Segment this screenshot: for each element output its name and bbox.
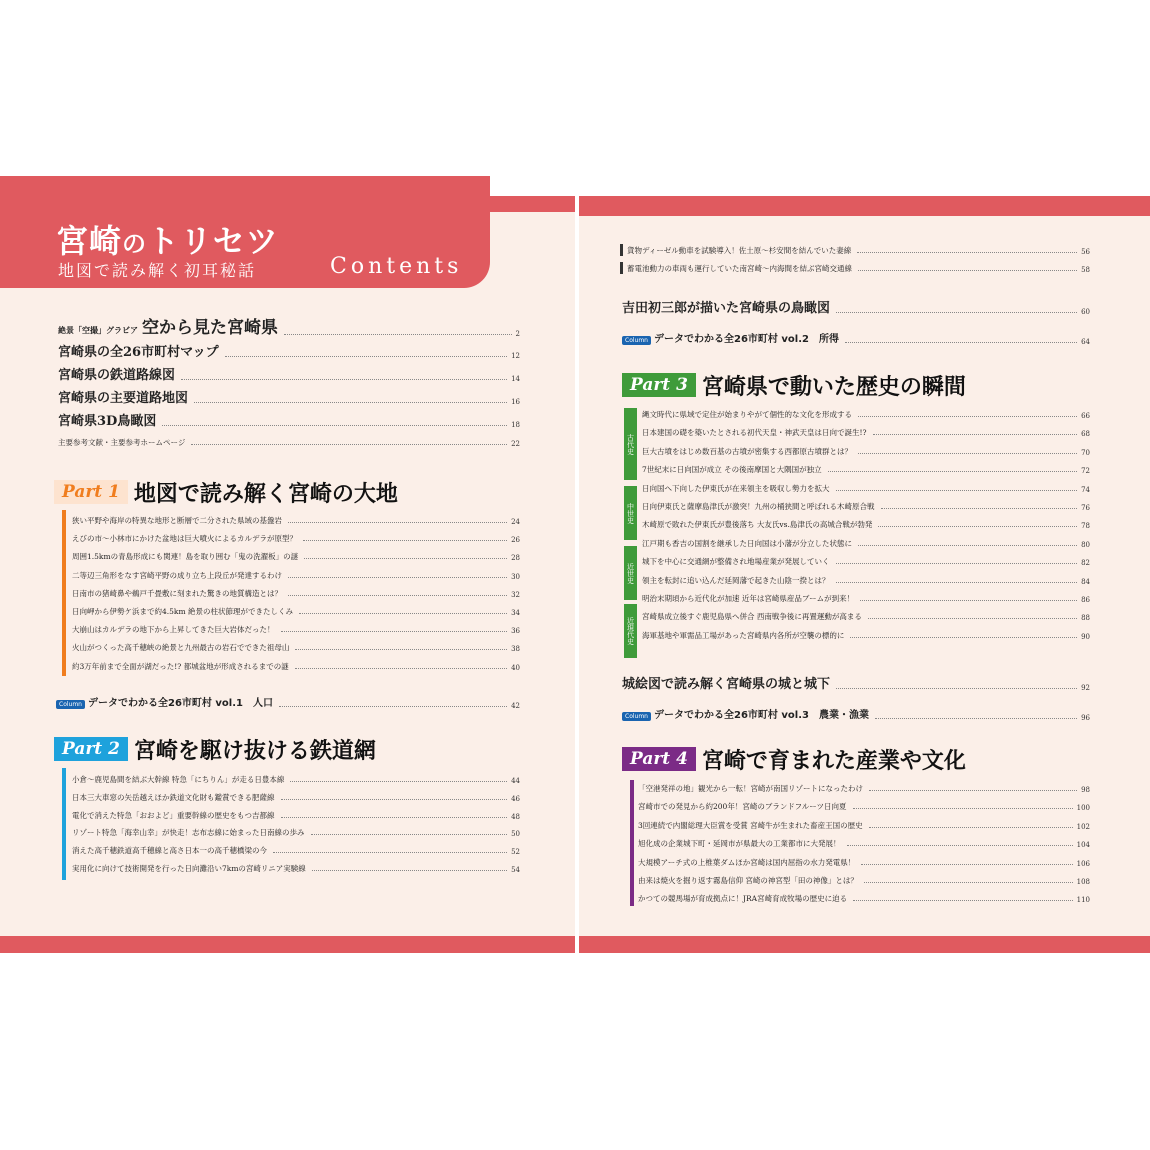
entry-title: 木崎原で敗れた伊東氏が豊後落ち 大友氏vs.島津氏の高城合戦が勃発	[642, 520, 873, 530]
entry-title: 巨大古墳をはじめ数百基の古墳が密集する西都原古墳群とは？	[642, 446, 852, 456]
entry-page: 98	[1081, 786, 1090, 794]
part3-toc-entry[interactable]	[642, 574, 1090, 586]
part3-title: 宮崎県で動いた歴史の瞬間	[701, 374, 966, 400]
bottom-band-right	[579, 936, 1150, 953]
bottom-band-left	[0, 936, 575, 953]
part3-toc-entry[interactable]	[642, 482, 1090, 494]
entry-title: 「空港発祥の地」観光から一転！宮崎が南国リゾートになったわけ	[638, 784, 863, 793]
part3-toc-entry[interactable]	[642, 500, 1090, 512]
part1-title: 地図で読み解く宮崎の大地	[133, 481, 398, 507]
part1-toc-entry[interactable]	[72, 623, 520, 635]
entry-title: 二等辺三角形をなす宮崎平野の成り立ち上段丘が発達するわけ	[72, 570, 282, 580]
dot-leader	[868, 618, 1077, 619]
entry-title: 旭化成の企業城下町・延岡市が県最大の工業都市に大発展！	[638, 839, 841, 849]
dot-leader	[836, 490, 1078, 491]
entry-title: 狭い平野や海岸の特異な地形と断層で二分された県域の基盤岩	[72, 516, 282, 525]
dot-leader	[288, 577, 507, 578]
toc-entry-yoshida[interactable]: 吉田初三郎が描いた宮崎県の鳥瞰図 60	[622, 301, 1090, 316]
entry-title: 消えた高千穂鉄道高千穂線と高さ日本一の高千穂橋梁の今	[72, 846, 267, 856]
entry-title: 城下を中心に交通網が整備され地場産業が発展していく	[642, 557, 830, 567]
toc-entry-rail[interactable]: 宮崎県の鉄道路線図 14	[58, 368, 520, 383]
dot-leader	[850, 637, 1077, 638]
entry-page: 46	[511, 794, 520, 803]
part1-toc-entry[interactable]	[72, 587, 520, 599]
part2-toc-entry[interactable]	[72, 862, 520, 874]
entry-title: 日本建国の礎を築いたとされる初代天皇・神武天皇は日向で誕生!?	[642, 428, 867, 438]
entry-page: 88	[1081, 614, 1090, 623]
entry-title: リゾート特急「海幸山幸」が快走！志布志線に始まった日南線の歩み	[72, 828, 305, 838]
part1-toc-entry[interactable]	[72, 641, 520, 653]
toc-entry-castle[interactable]: 城絵図で読み解く宮崎県の城と城下 92	[622, 677, 1090, 692]
entry-title: 周囲1.5kmの青島形成にも関連！島を取り囲む「鬼の洗濯板」の謎	[72, 552, 299, 562]
dot-leader	[295, 668, 507, 669]
dot-leader	[869, 827, 1073, 828]
entry-page: 38	[511, 645, 520, 654]
part4-heading[interactable]	[622, 744, 966, 774]
era-modern: 近現代史	[624, 604, 637, 658]
spine-gutter	[575, 196, 579, 953]
part4-rule	[630, 780, 634, 906]
part2-toc-entry[interactable]	[72, 844, 520, 856]
entry-title: 日本三大車窓の矢岳越えほか鉄道文化財も鑑賞できる肥薩線	[72, 792, 275, 802]
entry-title: 7世紀末に日向国が成立 その後南摩国と大隅国が独立	[642, 465, 822, 475]
entry-title: 日向国へ下向した伊東氏が在来領主を吸収し勢力を拡大	[642, 483, 830, 493]
dot-leader	[288, 595, 507, 596]
entry-title: えびの市～小林市にかけた盆地は巨大噴火によるカルデラが原型？	[72, 534, 297, 544]
part1-tag: Part 1	[54, 480, 128, 504]
part4-toc-entry[interactable]	[638, 800, 1090, 812]
dot-leader	[881, 508, 1078, 509]
entry-title: 宮崎県成立後すぐ鹿児島県へ併合 西南戦争後に再置運動が高まる	[642, 612, 862, 622]
entry-page: 82	[1081, 559, 1090, 568]
part3-heading[interactable]	[622, 370, 966, 400]
entry-page: 70	[1081, 448, 1090, 457]
entry-page: 30	[511, 572, 520, 581]
part1-toc-entry[interactable]	[72, 532, 520, 544]
entry-page: 28	[511, 554, 520, 563]
part4-title: 宮崎で育まれた産業や文化	[701, 748, 966, 774]
entry-page: 44	[511, 777, 520, 785]
part2-toc-entry[interactable]	[72, 809, 520, 821]
entry-title: 日向岬から伊勢ケ浜まで約4.5km 絶景の柱状節理ができたしくみ	[72, 607, 293, 616]
dot-leader	[281, 631, 508, 632]
part2-tag: Part 2	[54, 737, 128, 761]
dot-leader	[281, 799, 508, 800]
entry-title: 3回連続で内閣総理大臣賞を受賞 宮崎牛が生まれた畜産王国の歴史	[638, 820, 863, 830]
dot-leader	[273, 852, 507, 853]
toc-entry-map[interactable]: 宮崎県の全26市町村マップ 12	[58, 345, 520, 360]
entry-page: 100	[1076, 804, 1090, 813]
entry-page: 48	[511, 812, 520, 821]
dot-leader	[878, 526, 1077, 527]
page-subtitle: 地図で読み解く初耳秘話	[58, 261, 257, 280]
part2-rule	[62, 768, 66, 880]
entry-title: 大規模アーチ式の上椎葉ダムほか宮崎は国内屈指の水力発電県！	[638, 857, 856, 867]
dot-leader	[299, 613, 507, 614]
part4-toc-entry[interactable]	[638, 892, 1090, 904]
dot-leader	[858, 453, 1077, 454]
dot-leader	[828, 471, 1077, 472]
page-title: 宮崎のトリセツ	[56, 222, 279, 260]
part4-toc-entry[interactable]	[638, 874, 1090, 886]
entry-page: 34	[511, 609, 520, 617]
part1-rule	[62, 510, 66, 676]
dot-leader	[873, 434, 1078, 435]
dot-leader	[853, 900, 1073, 901]
part3-toc-entry[interactable]	[642, 426, 1090, 438]
entry-page: 74	[1081, 485, 1090, 494]
dot-leader	[860, 600, 1077, 601]
part4-toc-entry[interactable]	[638, 856, 1090, 868]
part1-toc-entry[interactable]	[72, 660, 520, 672]
column2-entry[interactable]: Column データでわかる全26市町村 vol.2 所得 64	[622, 330, 1090, 346]
part3-toc-entry[interactable]	[642, 555, 1090, 567]
entry-page: 66	[1081, 412, 1090, 420]
contents-label: Contents	[330, 254, 463, 279]
entry-page: 90	[1081, 632, 1090, 641]
dot-leader	[288, 522, 507, 523]
entry-title: 宮崎市での発見から約200年！宮崎のブランドフルーツ日向夏	[638, 802, 847, 812]
entry-title: 縄文時代に県域で定住が始まりやがて個性的な文化を形成する	[642, 410, 852, 419]
part3-toc-entry[interactable]	[642, 629, 1090, 641]
toc-entry-miyazaki-kotsu[interactable]: 蓄電池動力の車両も運行していた南宮崎～内海間を結ぶ宮崎交通線 58	[620, 262, 1090, 274]
entry-title: 火山がつくった高千穂峡の絶景と九州最古の岩石でできた祖母山	[72, 643, 290, 653]
entry-page: 106	[1076, 859, 1090, 868]
part1-toc-entry[interactable]	[72, 605, 520, 617]
toc-entry-references[interactable]: 主要参考文献・主要参考ホームページ 22	[58, 438, 520, 448]
entry-page: 104	[1076, 841, 1090, 850]
entry-title: 小倉～鹿児島間を結ぶ大幹線 特急「にちりん」が走る日豊本線	[72, 775, 285, 784]
part4-toc-entry[interactable]	[638, 782, 1090, 794]
part3-toc-entry[interactable]	[642, 518, 1090, 530]
part4-toc-entry[interactable]	[638, 819, 1090, 831]
column1-entry[interactable]: Column データでわかる全26市町村 vol.1 人口 42	[56, 694, 520, 710]
part2-title: 宮崎を駆け抜ける鉄道網	[133, 738, 376, 764]
entry-page: 110	[1076, 896, 1090, 905]
part3-toc-entry[interactable]	[642, 537, 1090, 549]
era-ancient: 古代史	[624, 408, 637, 480]
toc-entry-road[interactable]: 宮崎県の主要道路地図 16	[58, 391, 520, 406]
dot-leader	[858, 416, 1077, 417]
part4-toc-entry[interactable]	[638, 837, 1090, 849]
part1-heading[interactable]	[54, 477, 398, 507]
dot-leader	[869, 790, 1077, 791]
column3-entry[interactable]: Column データでわかる全26市町村 vol.3 農業・漁業 96	[622, 706, 1090, 722]
part2-heading[interactable]	[54, 734, 376, 764]
era-early-modern: 近世史	[624, 546, 637, 600]
dot-leader	[290, 781, 507, 782]
entry-page: 86	[1081, 596, 1090, 604]
toc-entry-gravure[interactable]: 絶景「空撮」グラビア 空から見た宮崎県 2	[58, 318, 520, 338]
dot-leader	[861, 864, 1072, 865]
dot-leader	[312, 870, 507, 871]
dot-leader	[853, 808, 1073, 809]
part3-toc-entry[interactable]	[642, 463, 1090, 475]
entry-page: 40	[511, 663, 520, 672]
part4-tag: Part 4	[622, 747, 696, 771]
entry-title: 明治末期頃から近代化が加速 近年は宮崎県産品ブームが到来！	[642, 594, 855, 603]
entry-page: 108	[1076, 878, 1090, 886]
part3-toc-entry[interactable]	[642, 592, 1090, 604]
part2-toc-entry[interactable]	[72, 773, 520, 785]
entry-title: 約3万年前まで全面が湖だった!? 都城盆地が形成されるまでの謎	[72, 661, 289, 671]
entry-title: 大崩山はカルデラの地下から上昇してきた巨大岩体だった！	[72, 625, 275, 635]
entry-page: 84	[1081, 577, 1090, 586]
entry-title: 日向伊東氏と薩摩島津氏が激突！九州の桶狭間と呼ばれる木崎原合戦	[642, 502, 875, 511]
entry-page: 78	[1081, 522, 1090, 531]
dot-leader	[847, 845, 1073, 846]
part2-toc-entry[interactable]	[72, 826, 520, 838]
part1-toc-entry[interactable]	[72, 550, 520, 562]
dot-leader	[836, 563, 1078, 564]
top-band-right	[579, 196, 1150, 216]
dot-leader	[304, 558, 507, 559]
toc-entry-3d[interactable]: 宮崎県3D鳥瞰図 18	[58, 414, 520, 429]
dot-leader	[836, 582, 1078, 583]
entry-title: 日南市の猪崎鼻や鵜戸千畳敷に刻まれた驚きの地質構造とは？	[72, 588, 282, 598]
dot-leader	[295, 649, 507, 650]
entry-page: 50	[511, 830, 520, 839]
dot-leader	[303, 540, 507, 541]
dot-leader	[858, 545, 1077, 546]
entry-title: かつての競馬場が育成拠点に！JRA宮崎育成牧場の歴史に迫る	[638, 894, 848, 904]
entry-title: 領主を転封に追い込んだ延岡藩で起きた山陰一揆とは？	[642, 575, 830, 585]
part3-toc-entry[interactable]	[642, 408, 1090, 420]
dot-leader	[311, 834, 508, 835]
entry-title: 電化で消えた特急「おおよど」重要幹線の歴史をもつ吉都線	[72, 810, 275, 820]
part2-toc-entry[interactable]	[72, 791, 520, 803]
part3-tag: Part 3	[622, 373, 696, 397]
entry-title: 実用化に向けて技術開発を行った日向灘沿い7kmの宮崎リニア実験線	[72, 864, 306, 873]
entry-title: 由来は焼火を掘り返す霧島信仰 宮崎の神宮型「田の神像」とは？	[638, 876, 858, 885]
toc-entry-tsuma[interactable]: 貨物ディーゼル動車を試験導入！佐土原～杉安間を結んでいた妻線 56	[620, 244, 1090, 256]
entry-page: 68	[1081, 430, 1090, 439]
dot-leader	[864, 882, 1073, 883]
entry-page: 102	[1076, 822, 1090, 831]
era-medieval: 中世史	[624, 486, 637, 540]
entry-page: 24	[511, 518, 520, 526]
entry-page: 32	[511, 590, 520, 599]
entry-page: 72	[1081, 467, 1090, 476]
entry-page: 80	[1081, 540, 1090, 549]
part3-toc-entry[interactable]	[642, 610, 1090, 622]
entry-title: 海軍基地や軍需品工場があった宮崎県内各所が空襲の標的に	[642, 630, 845, 640]
entry-title: 江戸期も香吉の国割を継承した日向国は小藩が分立した状態に	[642, 538, 852, 548]
dot-leader	[281, 817, 508, 818]
part1-toc-entry[interactable]	[72, 569, 520, 581]
entry-page: 26	[511, 536, 520, 545]
part1-toc-entry[interactable]	[72, 514, 520, 526]
part3-toc-entry[interactable]	[642, 445, 1090, 457]
entry-page: 36	[511, 627, 520, 636]
entry-page: 54	[511, 866, 520, 874]
entry-page: 52	[511, 848, 520, 857]
entry-page: 76	[1081, 504, 1090, 512]
